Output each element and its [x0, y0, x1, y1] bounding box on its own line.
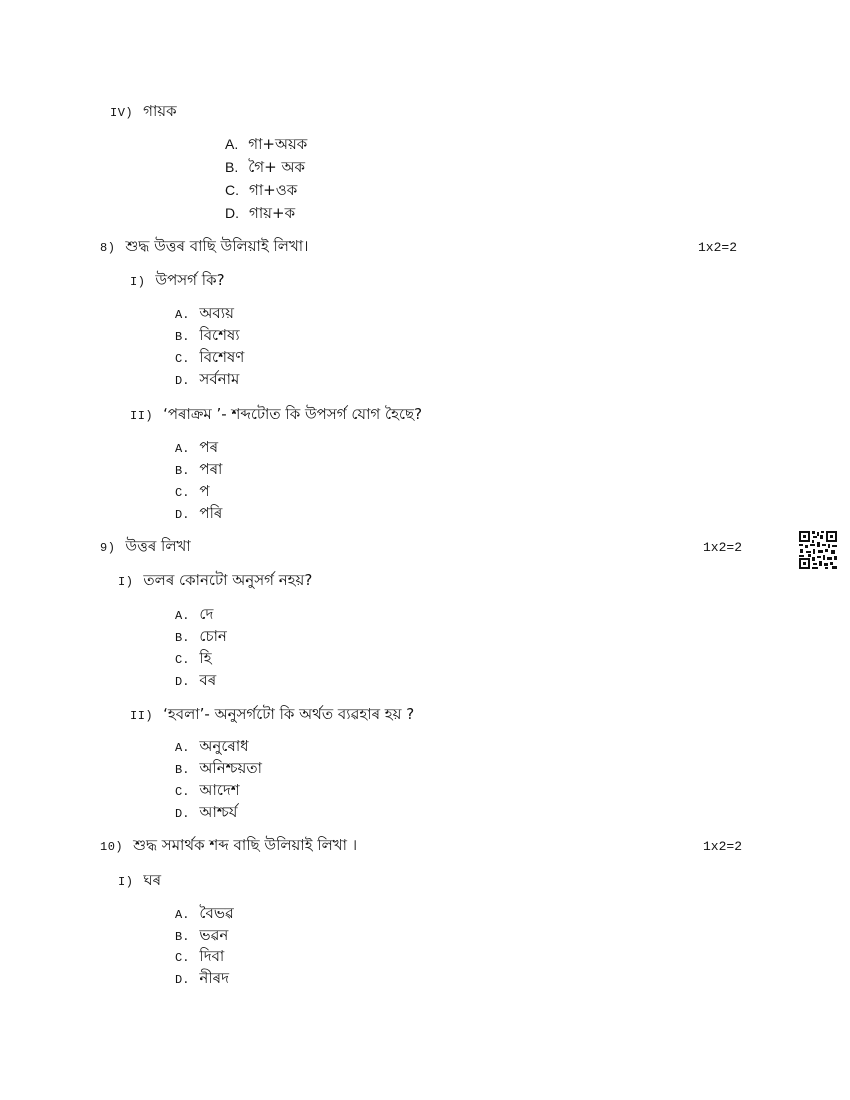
q8-ii-option-c: C. প — [175, 482, 210, 500]
q9-ii-option-d: D. আশ্চৰ্য — [175, 803, 238, 821]
q9-i-option-a: A. দে — [175, 605, 214, 623]
q9-text: উত্তৰ লিখা — [125, 537, 191, 555]
q9-sub-i: I) তলৰ কোনটো অনুসৰ্গ নহয়? — [118, 571, 313, 589]
q7-sub-iv — [110, 101, 177, 123]
q10-i-option-c: C. দিবা — [175, 947, 225, 965]
q10-text: শুদ্ধ সমাৰ্থক শব্দ বাছি উলিয়াই লিখা । — [133, 836, 358, 854]
q8-sub-ii: II) ‘পৰাক্ৰম ’- শব্দটোত কি উপসৰ্গ যোগ হৈছে? — [130, 405, 423, 423]
q9-marks: 1x2=2 — [703, 540, 743, 555]
q8-i-option-b: B. বিশেষ্য — [175, 326, 240, 344]
q9-num: 9) — [100, 541, 116, 555]
q9-ii-option-c: C. আদেশ — [175, 781, 240, 799]
q10-sub-i: I) ঘৰ — [118, 871, 162, 889]
q8-ii-option-d: D. পৰি — [175, 504, 223, 522]
q8-i-option-c: C. বিশেষণ — [175, 348, 245, 366]
q9-i-option-d: D. বৰ — [175, 671, 217, 689]
qr-code — [798, 530, 838, 570]
q8-i-option-a: A. অব্যয় — [175, 304, 234, 322]
q8-i-option-d: D. সৰ্বনাম — [175, 370, 240, 388]
q9-i-option-c: C. হি — [175, 649, 212, 667]
q8-marks: 1x2=2 — [698, 240, 738, 255]
q9-sub-ii: II) ‘হবলা’- অনুসৰ্গটো কি অৰ্থত ব্যৱহাৰ হয় ? — [130, 705, 415, 723]
q7-sub-iv-text: গায়ক — [143, 102, 177, 120]
q10-marks: 1x2=2 — [703, 839, 743, 854]
q8-ii-option-a: A. পৰ — [175, 438, 219, 456]
q9-i-option-b: B. চোন — [175, 627, 227, 645]
q8-heading — [100, 236, 309, 258]
q8-sub-i: I) উপসৰ্গ কি? — [130, 271, 225, 289]
q7-option-c: C. গা+ওক — [225, 181, 298, 199]
q10-num: 10) — [100, 840, 124, 854]
q7-sub-iv-num: IV) — [110, 106, 134, 120]
q10-i-option-b: B. ভৱন — [175, 926, 229, 944]
q7-option-d: D. গায়+ক — [225, 204, 296, 222]
q10-i-option-d: D. নীৰদ — [175, 969, 229, 987]
q9-ii-option-b: B. অনিশ্চয়তা — [175, 759, 262, 777]
q9-ii-option-a: A. অনুৰোধ — [175, 737, 249, 755]
q7-option-b: B. গৈ+ অক — [225, 158, 305, 176]
q10-i-option-a: A. বৈভৱ — [175, 904, 234, 922]
q8-text: শুদ্ধ উত্তৰ বাছি উলিয়াই লিখা। — [125, 237, 309, 255]
q10-heading — [100, 835, 357, 857]
q7-option-a: A. গা+অয়ক — [225, 135, 308, 153]
q8-num: 8) — [100, 241, 116, 255]
q8-ii-option-b: B. পৰা — [175, 460, 223, 478]
q9-heading — [100, 536, 191, 558]
